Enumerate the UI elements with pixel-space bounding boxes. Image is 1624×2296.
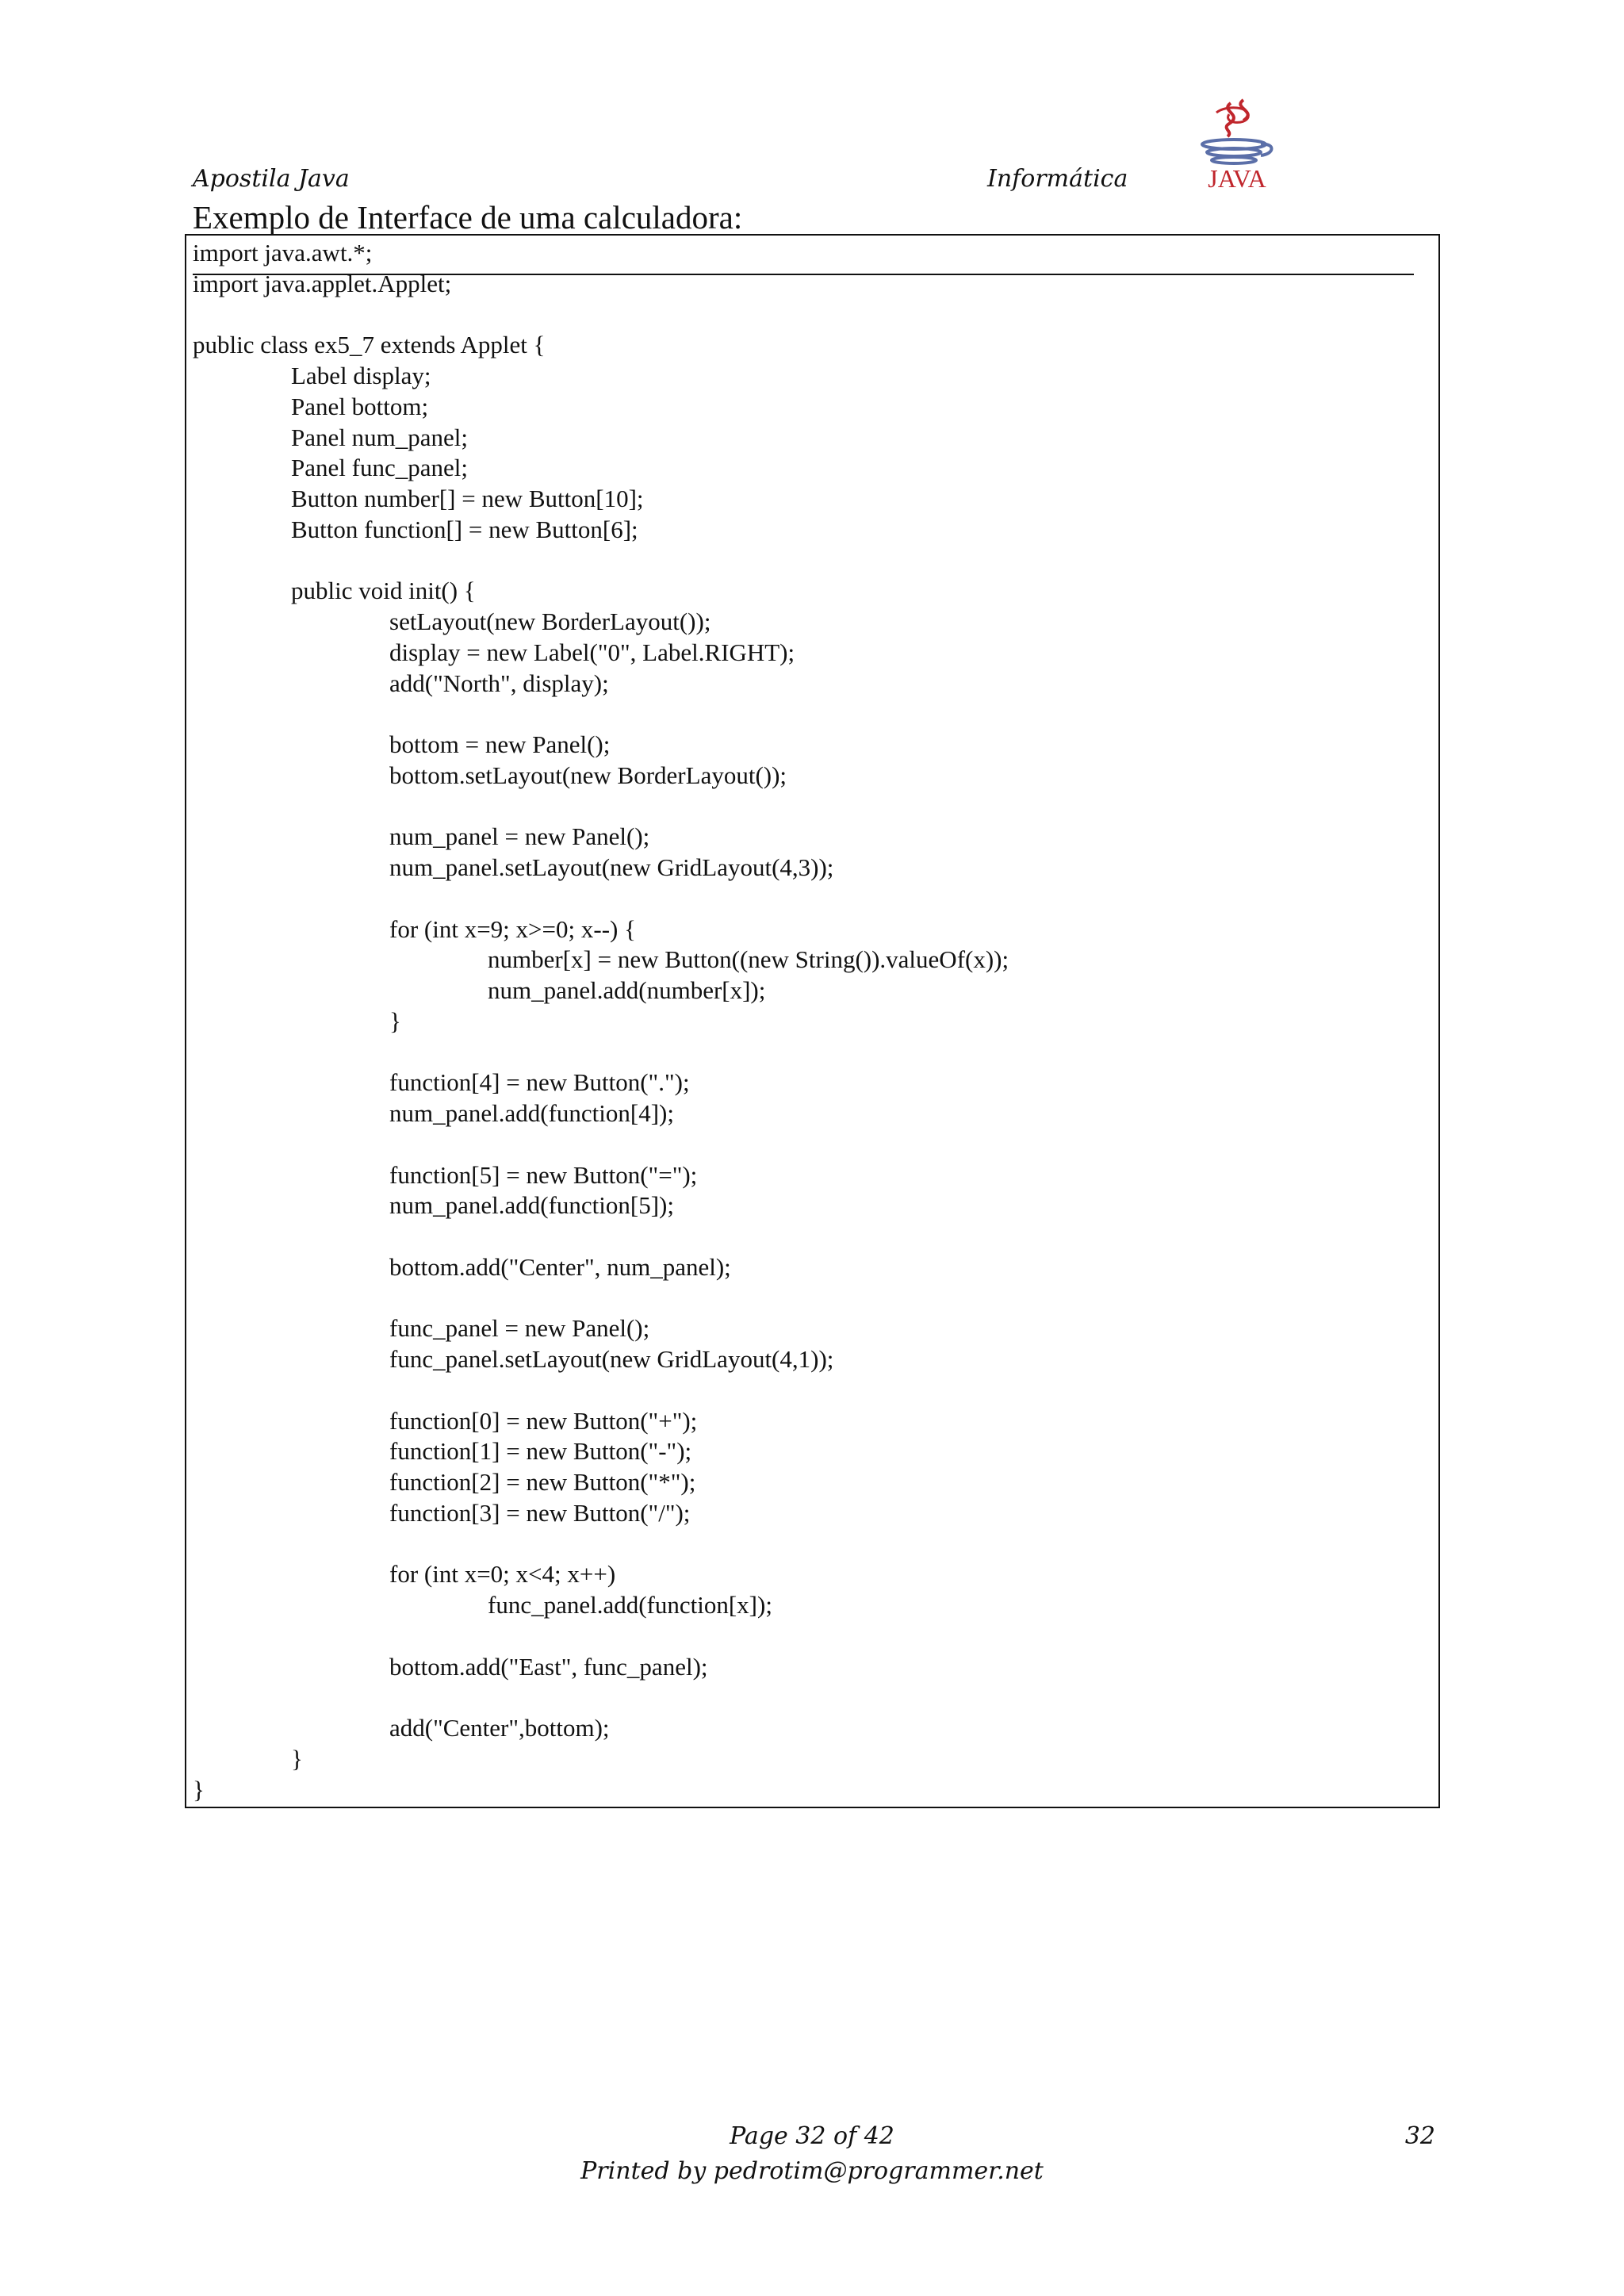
code-line: function[1] = new Button("-"); [389, 1437, 692, 1466]
code-line: Panel func_panel; [291, 454, 468, 482]
code-line: for (int x=0; x<4; x++) [389, 1560, 616, 1589]
code-line: function[5] = new Button("="); [389, 1160, 698, 1189]
code-line: num_panel.setLayout(new GridLayout(4,3)); [389, 853, 834, 881]
code-line [193, 300, 1009, 331]
code-line: } [193, 1775, 205, 1803]
code-line [193, 1283, 1009, 1314]
code-line [193, 1037, 1009, 1068]
code-line: num_panel.add(function[4]); [389, 1099, 674, 1127]
code-line [193, 1221, 1009, 1252]
code-line: number[x] = new Button((new String()).valueOf(x)); [488, 945, 1009, 974]
code-line: bottom = new Panel(); [389, 730, 611, 758]
logo-wordmark: JAVA [1208, 164, 1266, 192]
code-line: } [291, 1744, 303, 1773]
code-line [193, 1375, 1009, 1406]
java-cup-icon [1182, 97, 1293, 192]
code-line: bottom.add("East", func_panel); [389, 1652, 708, 1681]
code-line: num_panel = new Panel(); [389, 822, 650, 851]
code-line: num_panel.add(number[x]); [488, 976, 766, 1004]
code-line: Button function[] = new Button[6]; [291, 515, 638, 543]
code-line: import java.awt.*; [193, 239, 373, 266]
code-line: Panel bottom; [291, 392, 429, 420]
code-line [193, 546, 1009, 577]
code-line: num_panel.add(function[5]); [389, 1191, 674, 1220]
code-line [193, 792, 1009, 822]
code-line [193, 1621, 1009, 1652]
code-line: Panel num_panel; [291, 423, 468, 451]
code-line: add("North", display); [389, 669, 609, 697]
header-course-title: Apostila Java [193, 165, 350, 193]
footer-page-indicator: Page 32 of 42 [730, 2122, 894, 2150]
code-line: public class ex5_7 extends Applet { [193, 331, 546, 359]
code-line: func_panel.setLayout(new GridLayout(4,1)); [389, 1345, 834, 1373]
footer-printed-by: Printed by pedrotim@programmer.net [580, 2157, 1044, 2185]
code-line: add("Center",bottom); [389, 1714, 610, 1742]
java-logo [1182, 97, 1293, 192]
code-line: func_panel.add(function[x]); [488, 1591, 772, 1619]
code-line: function[3] = new Button("/"); [389, 1498, 691, 1527]
code-line: function[4] = new Button("."); [389, 1068, 690, 1097]
code-line: function[0] = new Button("+"); [389, 1406, 698, 1435]
code-line: bottom.add("Center", num_panel); [389, 1252, 731, 1281]
code-line: for (int x=9; x>=0; x--) { [389, 914, 636, 943]
code-line: func_panel = new Panel(); [389, 1314, 650, 1343]
code-line [193, 699, 1009, 730]
header-subject: Informática [987, 165, 1128, 193]
code-line [193, 884, 1009, 914]
code-line [193, 1529, 1009, 1560]
code-line: public void init() { [291, 577, 476, 605]
code-line: } [389, 1006, 401, 1035]
footer-page-number: 32 [1404, 2122, 1435, 2150]
code-line: bottom.setLayout(new BorderLayout()); [389, 761, 787, 789]
code-line [193, 1129, 1009, 1160]
code-line [193, 1682, 1009, 1713]
code-line: Button number[] = new Button[10]; [291, 485, 644, 512]
code-line: import java.applet.Applet; [193, 269, 452, 297]
code-line: function[2] = new Button("*"); [389, 1468, 696, 1496]
code-line: Label display; [291, 362, 431, 389]
code-line: setLayout(new BorderLayout()); [389, 608, 711, 635]
code-line: display = new Label("0", Label.RIGHT); [389, 638, 795, 666]
code-listing [193, 238, 1009, 1805]
section-title: Exemplo de Interface de uma calculadora: [193, 199, 743, 236]
